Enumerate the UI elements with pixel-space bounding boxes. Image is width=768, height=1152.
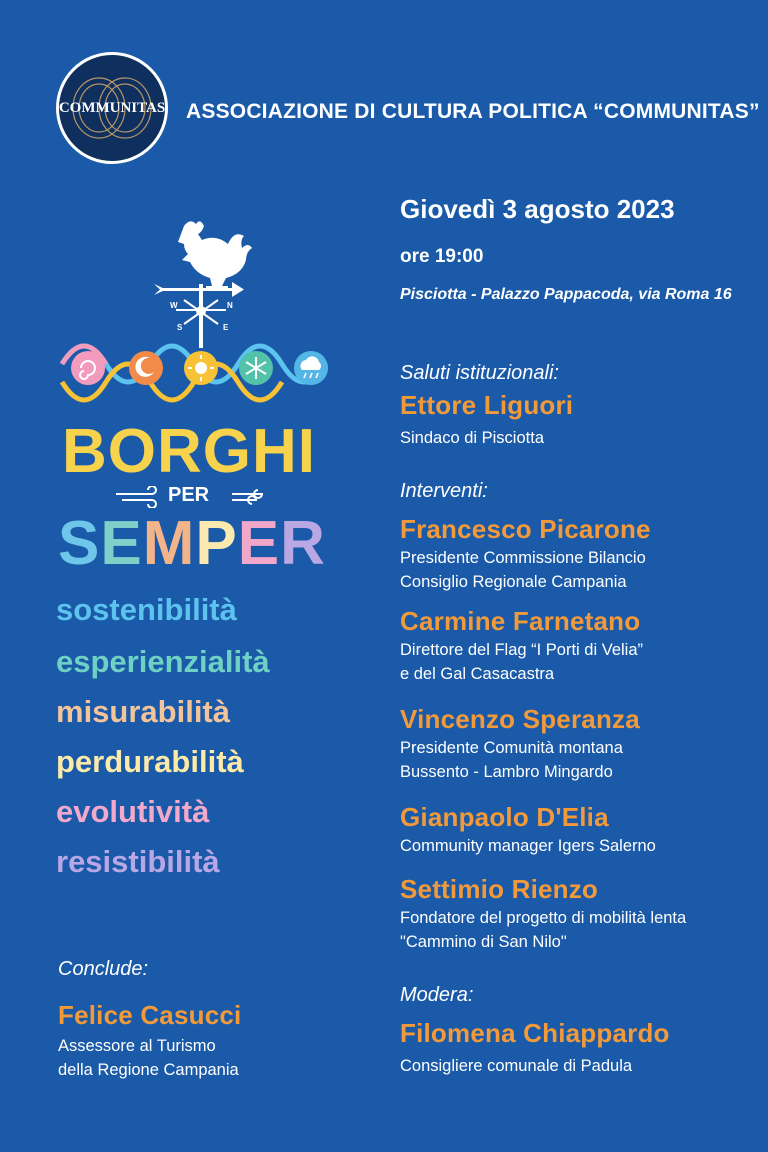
brand-title-line2: [58, 508, 326, 579]
brand-letter: P: [195, 509, 238, 578]
keyword-item: sostenibilità: [56, 592, 237, 627]
snowflake-icon: [239, 351, 273, 385]
weathervane-illustration: [56, 214, 346, 404]
logo-text: COMMUNITAS: [58, 99, 166, 116]
moon-icon: [129, 351, 163, 385]
speaker-role: Sindaco di Pisciotta: [400, 429, 544, 447]
speaker-role: Bussento - Lambro Mingardo: [400, 763, 613, 781]
speaker-role: Direttore del Flag “I Porti di Velia”: [400, 641, 644, 659]
event-date: Giovedì 3 agosto 2023: [400, 194, 675, 224]
speaker-role: "Cammino di San Nilo": [400, 933, 567, 951]
brand-title-per: PER: [168, 484, 210, 506]
communitas-logo: [56, 52, 168, 164]
speaker-name: Francesco Picarone: [400, 514, 651, 544]
rooster-icon: [178, 221, 252, 290]
organization-name: ASSOCIAZIONE DI CULTURA POLITICA “COMMUNITAS”: [186, 100, 760, 123]
svg-text:N: N: [227, 301, 233, 310]
brand-letter: M: [142, 509, 196, 578]
brand-title-line1: BORGHI: [62, 417, 316, 486]
svg-text:W: W: [170, 301, 178, 310]
speaker-name: Carmine Farnetano: [400, 606, 641, 636]
speaker-role: Presidente Comunità montana: [400, 739, 623, 757]
conclude-label: Conclude:: [58, 958, 149, 980]
speaker-name: Gianpaolo D'Elia: [400, 802, 609, 832]
event-time: ore 19:00: [400, 246, 484, 267]
speaker-role: della Regione Campania: [58, 1061, 239, 1079]
speaker-name: Felice Casucci: [58, 1000, 242, 1030]
spiral-icon: [71, 351, 105, 385]
sun-icon: [184, 351, 218, 385]
svg-text:E: E: [223, 323, 229, 332]
modera-label: Modera:: [400, 984, 474, 1006]
brand-letter: E: [237, 509, 281, 578]
brand-letter: R: [280, 509, 326, 578]
speaker-role: e del Gal Casacastra: [400, 665, 555, 683]
saluti-label: Saluti istituzionali:: [400, 362, 559, 384]
speaker-role: Fondatore del progetto di mobilità lenta: [400, 909, 687, 927]
event-place: Pisciotta - Palazzo Pappacoda, via Roma 16: [400, 286, 732, 303]
keyword-item: misurabilità: [56, 694, 230, 729]
speaker-role: Community manager Igers Salerno: [400, 837, 656, 855]
speaker-name: Filomena Chiappardo: [400, 1018, 670, 1048]
speaker-name: Vincenzo Speranza: [400, 704, 640, 734]
brand-letter: S: [58, 509, 101, 578]
speaker-role: Consiglio Regionale Campania: [400, 573, 627, 591]
svg-text:S: S: [177, 323, 183, 332]
brand-letter: E: [100, 509, 143, 578]
speaker-name: Ettore Liguori: [400, 390, 574, 420]
keyword-item: esperienzialità: [56, 644, 270, 679]
rain-cloud-icon: [294, 351, 328, 385]
keyword-item: resistibilità: [56, 844, 220, 879]
keyword-item: perdurabilità: [56, 744, 244, 779]
interventi-label: Interventi:: [400, 480, 488, 502]
keyword-item: evolutività: [56, 794, 210, 829]
speaker-role: Presidente Commissione Bilancio: [400, 549, 646, 567]
speaker-role: Assessore al Turismo: [58, 1037, 216, 1055]
speaker-role: Consigliere comunale di Padula: [400, 1057, 633, 1075]
speaker-name: Settimio Rienzo: [400, 874, 599, 904]
